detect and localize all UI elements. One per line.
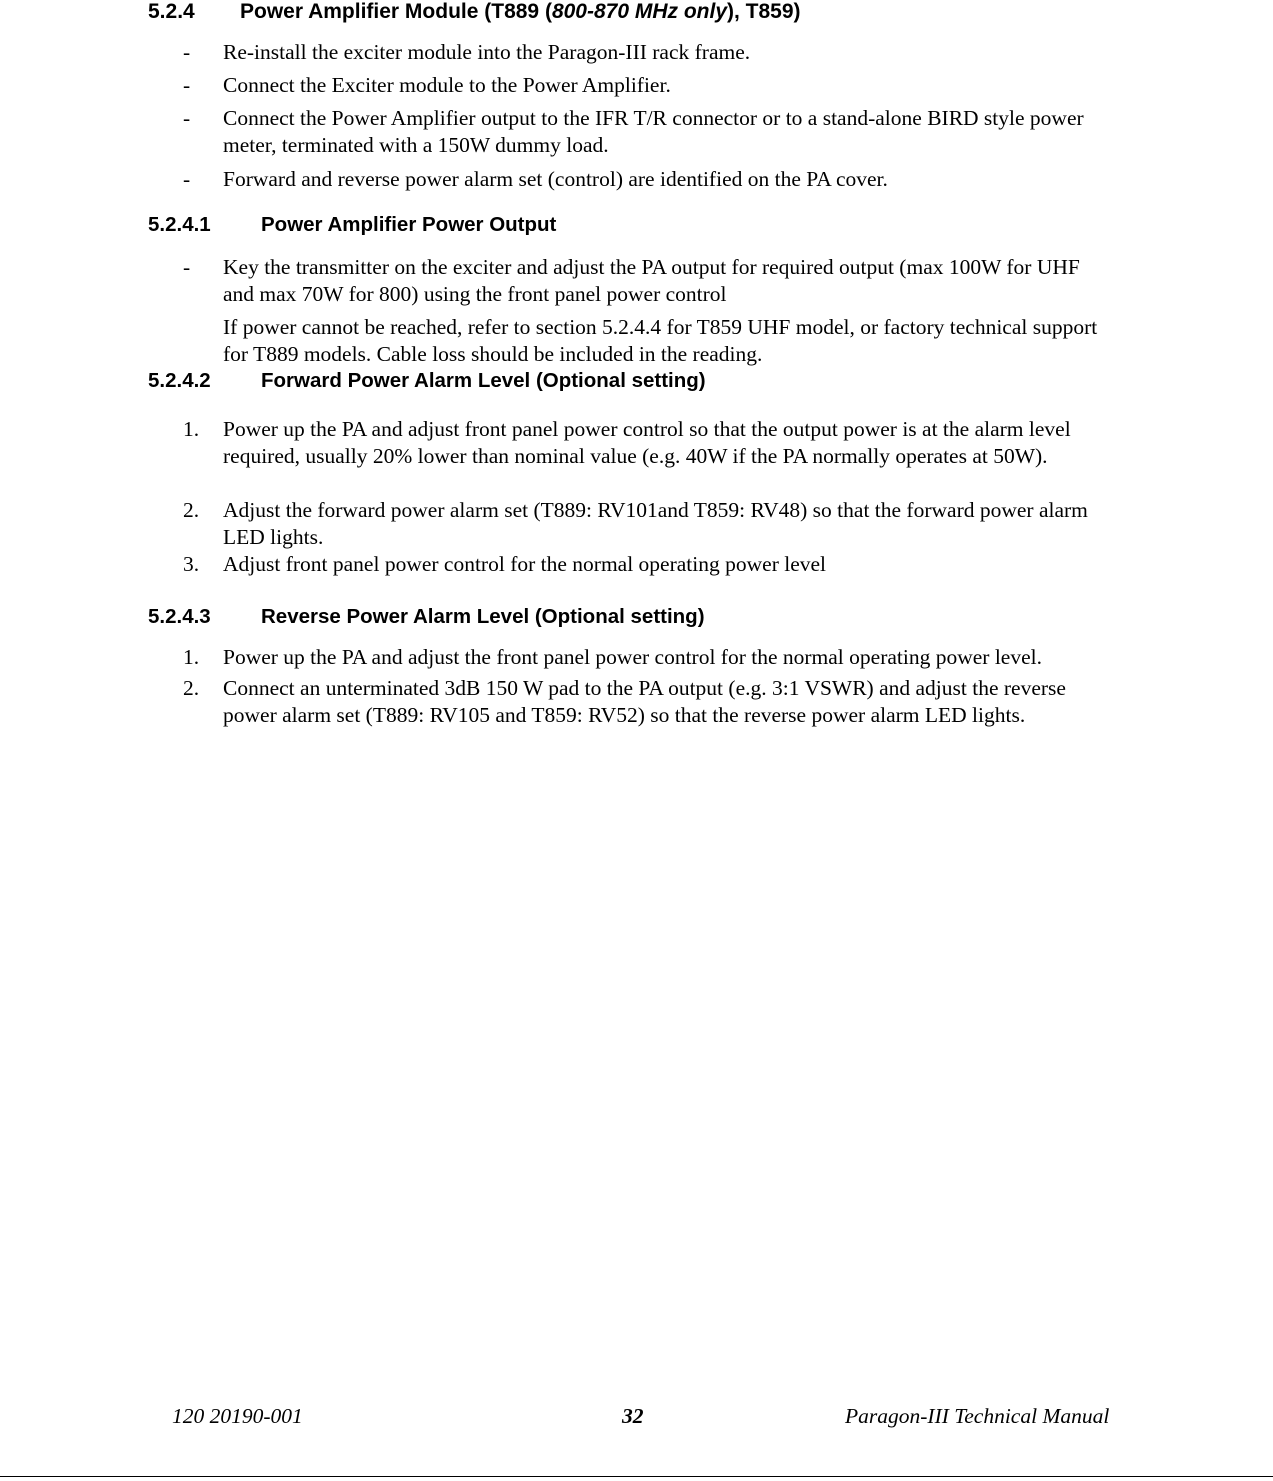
list-item-text: Connect an unterminated 3dB 150 W pad to the PA output (e.g. 3:1 VSWR) and adjust the reverse power alarm set (T889: RV105 and T859: RV52) so that the reverse power alarm LED lights. — [223, 676, 1066, 727]
section-title-start: Power Amplifier Module (T889 ( — [240, 0, 552, 23]
bullet-dash: - — [183, 73, 191, 97]
section-title-end: ), T859) — [727, 0, 801, 23]
list-item-text: Adjust front panel power control for the normal operating power level — [223, 552, 827, 576]
list-item — [183, 416, 1113, 470]
footer-page-number: 32 — [622, 1404, 644, 1428]
section-heading — [148, 0, 801, 24]
list-item-text: Power up the PA and adjust the front panel power control for the normal operating power level. — [223, 645, 1042, 669]
list-item-text: Power up the PA and adjust front panel power control so that the output power is at the alarm level required, usually 20% lower than nominal value (e.g. 40W if the PA normally operates at 50W). — [223, 417, 1071, 468]
list-item-text: Connect the Exciter module to the Power Amplifier. — [223, 73, 671, 97]
note-paragraph: If power cannot be reached, refer to section 5.2.4.4 for T859 UHF model, or factory technical support for T889 models. Cable loss should be included in the reading. — [223, 315, 1098, 366]
step-number: 1. — [183, 645, 200, 669]
step-number: 3. — [183, 552, 200, 576]
list-item — [183, 675, 1113, 729]
list-item-text: Re-install the exciter module into the Paragon-III rack frame. — [223, 40, 751, 64]
subsection-title: Forward Power Alarm Level (Optional setting) — [261, 369, 706, 392]
list-item-text: Connect the Power Amplifier output to the IFR T/R connector or to a stand-alone BIRD style power meter, terminated with a 150W dummy load. — [223, 106, 1084, 157]
bullet-dash: - — [183, 167, 191, 191]
list-item — [183, 72, 1113, 99]
step-number: 1. — [183, 417, 200, 441]
list-item-text: Key the transmitter on the exciter and adjust the PA output for required output (max 100W for UHF and max 70W for 800) using the front panel power control — [223, 255, 1080, 306]
bullet-dash: - — [183, 255, 191, 279]
list-item — [183, 105, 1113, 159]
subsection-number: 5.2.4.2 — [148, 369, 211, 392]
list-item — [183, 551, 1113, 578]
list-item-text: Forward and reverse power alarm set (control) are identified on the PA cover. — [223, 167, 888, 191]
subsection-number: 5.2.4.1 — [148, 213, 211, 236]
step-number: 2. — [183, 676, 200, 700]
list-item — [183, 497, 1113, 551]
list-item — [183, 39, 1113, 66]
footer-doc-number: 120 20190-001 — [172, 1404, 303, 1428]
list-item — [183, 166, 1113, 193]
list-item — [183, 644, 1113, 671]
subsection-number: 5.2.4.3 — [148, 605, 211, 628]
bottom-rule — [0, 1476, 1273, 1477]
subsection-title: Reverse Power Alarm Level (Optional setting) — [261, 605, 705, 628]
list-item — [183, 254, 1113, 308]
bullet-dash: - — [183, 40, 191, 64]
section-number: 5.2.4 — [148, 0, 195, 23]
footer-manual-title: Paragon-III Technical Manual — [845, 1404, 1110, 1428]
list-item-text: Adjust the forward power alarm set (T889: RV101and T859: RV48) so that the forward power alarm LED lights. — [223, 498, 1088, 549]
step-number: 2. — [183, 498, 200, 522]
bullet-dash: - — [183, 106, 191, 130]
section-title-italic: 800-870 MHz only — [551, 0, 728, 23]
subsection-title: Power Amplifier Power Output — [261, 213, 557, 236]
